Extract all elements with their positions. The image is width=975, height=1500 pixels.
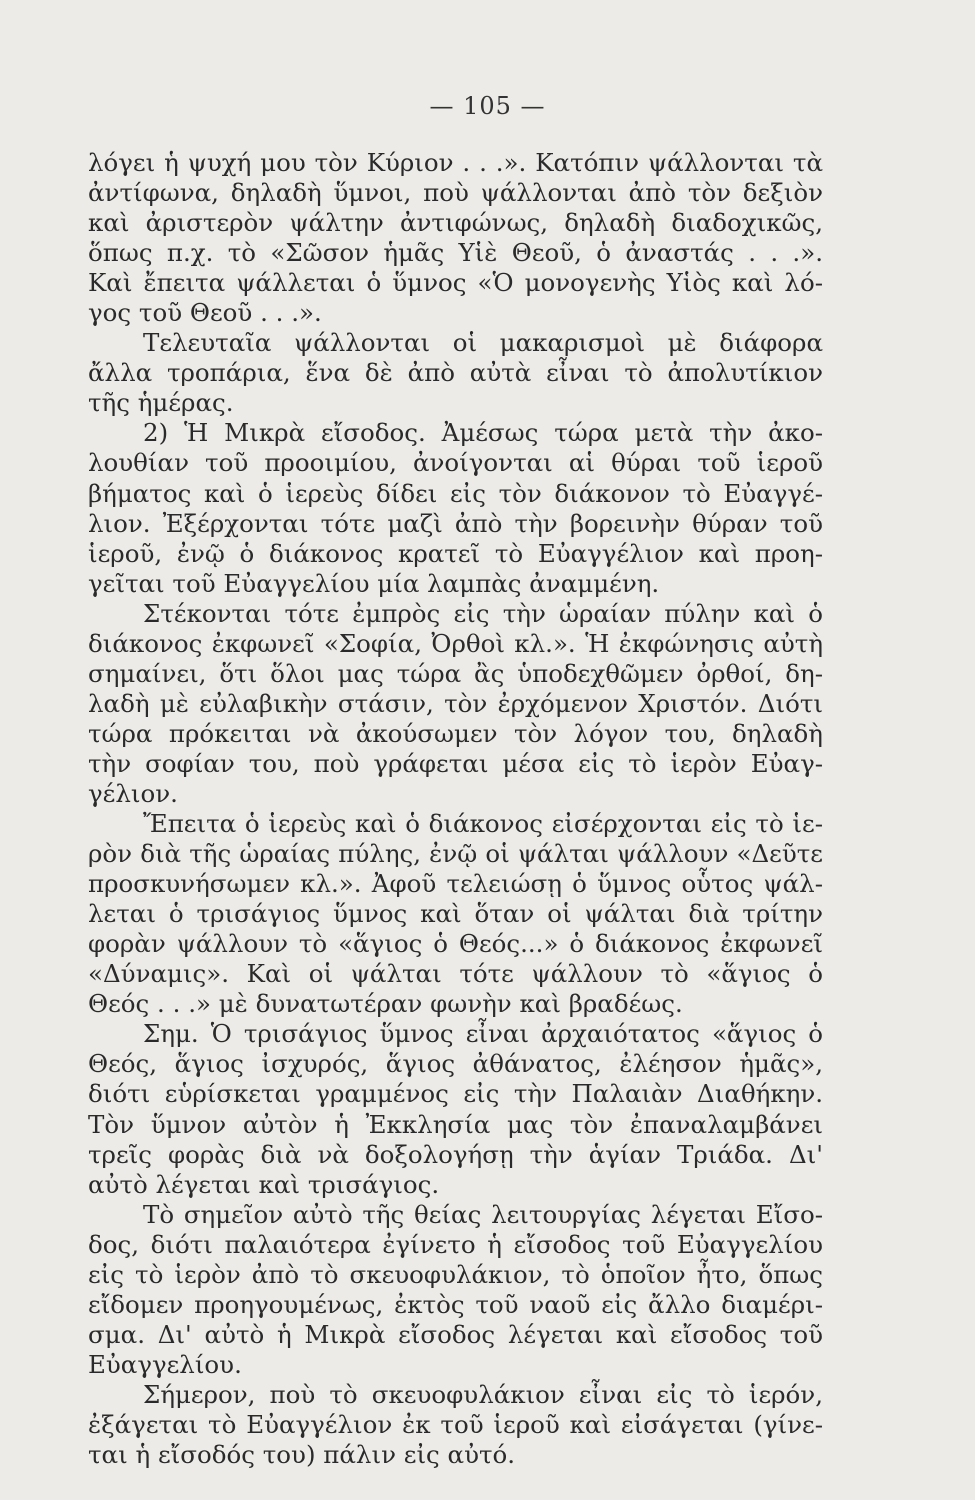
- text-line: γος τοῦ Θεοῦ . . .».: [88, 298, 322, 328]
- text-line: διάκονος ἐκφωνεῖ «Σοφία, Ὀρθοὶ κλ.». Ἡ ἐκφώνησις αὐτὴ: [88, 628, 823, 658]
- text-line: λουθίαν τοῦ προοιμίου, ἀνοίγονται αἱ θύραι τοῦ ἱεροῦ: [88, 448, 823, 478]
- text-line: προσκυνήσωμεν κλ.». Ἀφοῦ τελειώσῃ ὁ ὕμνος οὗτος ψάλ-: [88, 869, 823, 899]
- text-line: βήματος καὶ ὁ ἱερεὺς δίδει εἰς τὸν διάκονον τὸ Εὐαγγέ-: [88, 478, 823, 508]
- text-line: Τὸν ὕμνον αὐτὸν ἡ Ἐκκλησία μας τὸν ἐπαναλαμβάνει: [88, 1109, 823, 1139]
- text-line: ἐξάγεται τὸ Εὐαγγέλιον ἐκ τοῦ ἱεροῦ καὶ εἰσάγεται (γίνε-: [88, 1409, 823, 1439]
- page-number: — 105 —: [429, 92, 546, 120]
- text-line: Σήμερον, ποὺ τὸ σκευοφυλάκιον εἶναι εἰς τὸ ἱερόν,: [143, 1379, 823, 1409]
- text-line: δος, διότι παλαιότερα ἐγίνετο ἡ εἴσοδος τοῦ Εὐαγγελίου: [88, 1229, 823, 1259]
- body-text: [88, 148, 823, 1470]
- text-line: σμα. Δι' αὐτὸ ἡ Μικρὰ εἴσοδος λέγεται καὶ εἴσοδος τοῦ: [88, 1319, 823, 1349]
- text-line: ται ἡ εἴσοδός του) πάλιν εἰς αὐτό.: [88, 1440, 516, 1470]
- text-line: λαδὴ μὲ εὐλαβικὴν στάσιν, τὸν ἐρχόμενον Χριστόν. Διότι: [88, 688, 823, 718]
- text-line: λιον. Ἐξέρχονται τότε μαζὶ ἀπὸ τὴν βορεινὴν θύραν τοῦ: [88, 508, 823, 538]
- text-line: γεῖται τοῦ Εὐαγγελίου μία λαμπὰς ἀναμμένη.: [88, 568, 660, 598]
- text-line: γέλιον.: [88, 778, 178, 808]
- text-line: σημαίνει, ὅτι ὅλοι μας τώρα ἂς ὑποδεχθῶμεν ὀρθοί, δη-: [88, 658, 823, 688]
- text-line: ὅπως π.χ. τὸ «Σῶσον ἡμᾶς Υἱὲ Θεοῦ, ὁ ἀναστάς . . .».: [88, 238, 823, 268]
- text-line: καὶ ἀριστερὸν ψάλτην ἀντιφώνως, δηλαδὴ διαδοχικῶς,: [88, 208, 823, 238]
- text-line: Καὶ ἔπειτα ψάλλεται ὁ ὕμνος «Ὁ μονογενὴς Υἱὸς καὶ λό-: [88, 268, 823, 298]
- text-line: φορὰν ψάλλουν τὸ «ἅγιος ὁ Θεός...» ὁ διάκονος ἐκφωνεῖ: [88, 929, 823, 959]
- text-line: τὴν σοφίαν του, ποὺ γράφεται μέσα εἰς τὸ ἱερὸν Εὐαγ-: [88, 748, 823, 778]
- text-line: Τὸ σημεῖον αὐτὸ τῆς θείας λειτουργίας λέγεται Εἴσο-: [143, 1199, 823, 1229]
- text-line: Θεός, ἅγιος ἰσχυρός, ἅγιος ἀθάνατος, ἐλέησον ἡμᾶς»,: [88, 1049, 823, 1079]
- text-line: Εὐαγγελίου.: [88, 1349, 242, 1379]
- text-line: τρεῖς φορὰς διὰ νὰ δοξολογήσῃ τὴν ἁγίαν Τριάδα. Δι': [88, 1139, 823, 1169]
- text-line: Σημ. Ὁ τρισάγιος ὕμνος εἶναι ἀρχαιότατος «ἅγιος ὁ: [143, 1019, 823, 1049]
- text-line: «Δύναμις». Καὶ οἱ ψάλται τότε ψάλλουν τὸ «ἅγιος ὁ: [88, 959, 823, 989]
- text-line: εἰς τὸ ἱερὸν ἀπὸ τὸ σκευοφυλάκιον, τὸ ὁποῖον ἦτο, ὅπως: [88, 1259, 823, 1289]
- text-line: Τελευταῖα ψάλλονται οἱ μακαρισμοὶ μὲ διάφορα: [143, 328, 823, 358]
- text-line: ρὸν διὰ τῆς ὡραίας πύλης, ἐνῷ οἱ ψάλται ψάλλουν «Δεῦτε: [88, 839, 823, 869]
- text-line: αὐτὸ λέγεται καὶ τρισάγιος.: [88, 1169, 440, 1199]
- text-line: Ἔπειτα ὁ ἱερεὺς καὶ ὁ διάκονος εἰσέρχονται εἰς τὸ ἱε-: [143, 809, 823, 839]
- text-line: λεται ὁ τρισάγιος ὕμνος καὶ ὅταν οἱ ψάλται διὰ τρίτην: [88, 899, 823, 929]
- text-line: ἀντίφωνα, δηλαδὴ ὕμνοι, ποὺ ψάλλονται ἀπὸ τὸν δεξιὸν: [88, 178, 823, 208]
- text-line: ἱεροῦ, ἐνῷ ὁ διάκονος κρατεῖ τὸ Εὐαγγέλιον καὶ προη-: [88, 538, 823, 568]
- text-line: Στέκονται τότε ἐμπρὸς εἰς τὴν ὡραίαν πύλην καὶ ὁ: [143, 598, 823, 628]
- text-line: τῆς ἡμέρας.: [88, 388, 234, 418]
- text-line: ἄλλα τροπάρια, ἕνα δὲ ἀπὸ αὐτὰ εἶναι τὸ ἀπολυτίκιον: [88, 358, 823, 388]
- text-line: 2) Ἡ Μικρὰ εἴσοδος. Ἀμέσως τώρα μετὰ τὴν ἀκο-: [143, 418, 823, 448]
- text-line: διότι εὑρίσκεται γραμμένος εἰς τὴν Παλαιὰν Διαθήκην.: [88, 1079, 823, 1109]
- text-line: τώρα πρόκειται νὰ ἀκούσωμεν τὸν λόγον του, δηλαδὴ: [88, 718, 823, 748]
- text-line: εἴδομεν προηγουμένως, ἐκτὸς τοῦ ναοῦ εἰς ἄλλο διαμέρι-: [88, 1289, 823, 1319]
- text-line: λόγει ἡ ψυχή μου τὸν Κύριον . . .». Κατόπιν ψάλλονται τὰ: [88, 148, 823, 177]
- text-line: Θεός . . .» μὲ δυνατωτέραν φωνὴν καὶ βραδέως.: [88, 989, 683, 1019]
